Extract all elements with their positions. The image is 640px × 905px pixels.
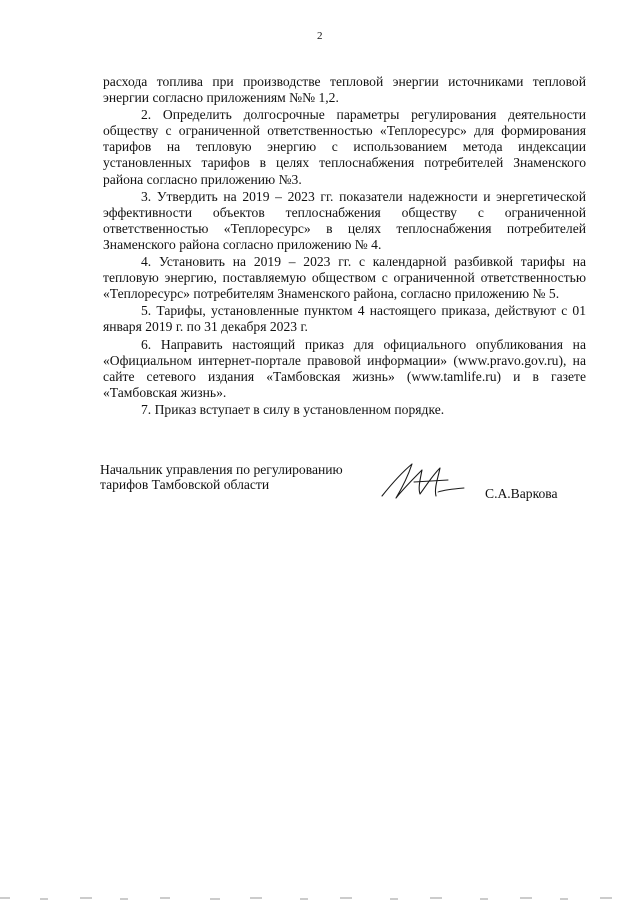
signature-block: [100, 462, 570, 522]
document-body: [103, 74, 586, 419]
paragraph-item-5: 5. Тарифы, установленные пунктом 4 настоящего приказа, действуют с 01 января 2019 г. по 31 декабря 2023 г.: [103, 303, 586, 335]
signatory-title-line1: Начальник управления по регулированию: [100, 462, 343, 477]
paragraph-item-3: 3. Утвердить на 2019 – 2023 гг. показатели надежности и энергетической эффективности объектов теплоснабжения обществу с ограниченной ответственностью «Теплоресурс» в целях теплоснабжения потребителей Знаменского района согласно приложению № 4.: [103, 188, 586, 252]
scan-edge-marks: [0, 891, 640, 905]
paragraph-item-6: 6. Направить настоящий приказ для официального опубликования на «Официальном интернет-портале правовой информации» (www.pravo.gov.ru), на сайте сетевого издания «Тамбовская жизнь» (www.tamlife.ru) и в газете «Тамбовская жизнь».: [103, 336, 586, 400]
paragraph-item-4: 4. Установить на 2019 – 2023 гг. с календарной разбивкой тарифы на тепловую энергию, поставляемую обществом с ограниченной ответственностью «Теплоресурс» потребителям Знаменского района, согласно приложению № 5.: [103, 254, 586, 302]
paragraph-item-7: 7. Приказ вступает в силу в установленном порядке.: [141, 401, 445, 417]
paragraph-item-2: 2. Определить долгосрочные параметры регулирования деятельности обществу с ограниченной ответственностью «Теплоресурс» для формирования тарифов на тепловую энергию с использованием метода индексации установленных тарифов в целях теплоснабжения потребителей Знаменского района согласно приложению №3.: [103, 107, 586, 187]
paragraph-continuation: расхода топлива при производстве тепловой энергии источниками тепловой энергии согласно приложениям №№ 1,2.: [103, 74, 586, 106]
signatory-title-line2: тарифов Тамбовской области: [100, 477, 270, 492]
page-number: 2: [317, 30, 323, 42]
handwritten-signature: [378, 456, 468, 502]
signatory-title: [100, 462, 400, 492]
signatory-name: С.А.Варкова: [485, 486, 558, 501]
